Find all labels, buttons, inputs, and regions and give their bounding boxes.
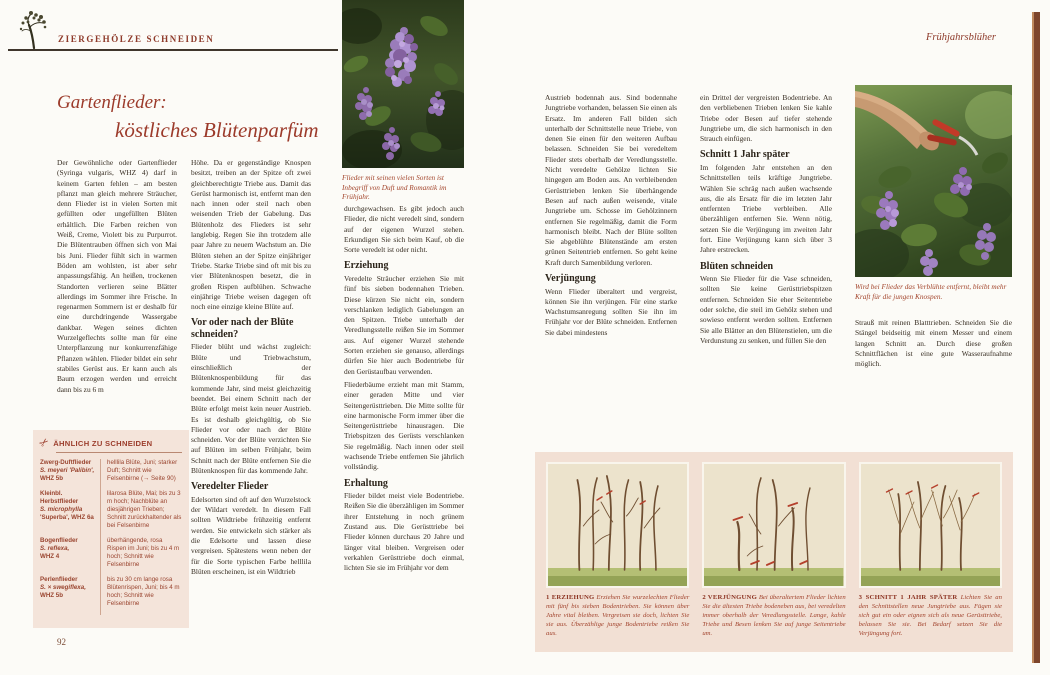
article-title-line1: Gartenflieder: — [57, 92, 167, 113]
paragraph-training-2: Fliederbäume erzieht man mit Stamm, einer geraden Mitte und vier Seitengerüsttrieben. Die Mitte sollte für eine harmonische Form immer über die Seitengerüsttriebe hinausragen. Die Triebspitzen des Gerüsts verschlanken Sie regelmäßig. Nach innen oder steil wachsende Triebe entfernen Sie jährlich vollständig. — [344, 379, 464, 472]
similar-box-list — [40, 459, 182, 615]
paragraph-cut-flowers: Wenn Sie Flieder für die Vase schneiden, sollten Sie keine Gerüsttriebspitzen entfernen. Schneiden Sie eher Seitentriebe oder solche, die steil im Gehölz stehen und sowieso entfernt werden sollten. Entfernen Sie alle Blätter an den Blütenstielen, um die Verdunstung zu senken, und füllen Sie den — [700, 274, 832, 345]
paragraph-own-root: durchgewachsen. Es gibt jedoch auch Flieder, die nicht veredelt sind, sondern auf der eigenen Wurzel stehen. Erkundigen Sie sich beim Kauf, ob die Sorte veredelt ist oder nicht. — [344, 204, 464, 255]
header-rule — [8, 49, 338, 51]
article-title-line2: köstliches Blütenparfüm — [115, 118, 319, 142]
lilac-photo-caption: Flieder mit seinen vielen Sorten ist Inbegriff von Duft und Romantik im Frühjahr. — [342, 173, 447, 202]
paragraph-growth: Höhe. Da er gegenständige Knospen besitzt, treiben an der Spitze oft zwei gleichberechtigte Triebe aus. Damit das Gerüst harmonisch ist, entfernt man den nach innen oder steil nach oben weisenden Trieb der Gabelung. Das Blütenholz des Flieders ist sehr langlebig. Regen Sie ihn trotzdem alle paar Jahre zu neuem Wachstum an. Die Blüten stehen an der Spitze einjähriger Triebe. Starke Triebe sind oft mit bis zu vier Blütenknospen besetzt, die in großen Rispen aufblühen. Schwache einjährige Triebe weisen dagegen oft noch eine einzige kleine Blüte auf. — [191, 158, 311, 312]
paragraph-rejuvenation: Wenn Flieder überaltert und vergreist, können Sie ihn verjüngen. Für eine starke Wachstumsanregung sollten Sie ihn im Frühjahr vor der Blüte schneiden. Entfernen Sie dabei mindestens — [545, 286, 677, 337]
plant-description: helllila Blüte, Juni; starker Duft; Schnitt wie Felsenbirne (→ Seite 90) — [100, 459, 182, 490]
paragraph-maintenance: Flieder bildet meist viele Bodentriebe. Reißen Sie die überzähligen im Sommer ihrer Entstehung in noch grünem Zustand aus. Die Gerüsttriebe bei Flieder können durchaus 20 Jahre und länger vital bleiben. Vergreisen oder verkahlen Gerüsttriebe doch einmal, lichten Sie sie im Frühjahr vor dem — [344, 491, 464, 573]
step-panel-1 — [546, 462, 689, 642]
plant-name: Bogenflieder S. reflexa, WHZ 4 — [40, 537, 78, 560]
plant-name: Kleinbl. Herbstflieder S. microphylla 'Superba', WHZ 6a — [40, 490, 94, 521]
text-column-6 — [855, 318, 1012, 372]
step-panel-3 — [859, 462, 1002, 642]
page-number: 92 — [57, 637, 66, 647]
subhead-rejuvenation: Verjüngung — [545, 273, 596, 285]
plant-description: lilarosa Blüte, Mai; bis zu 3 m hoch; Nachblüte an diesjährigen Trieben; Schnitt zurückhaltender als bei Felsenbirne — [100, 490, 182, 537]
step-caption-3: 3 SCHNITT 1 JAHR SPÄTER Lichten Sie an den Schnittstellen neue Jungtriebe aus. Fügen sie sich gut ein oder eignen sich als neue Gerüsttriebe, belassen Sie sie. Bei Bedarf setzen Sie die Verjüngung fort. — [858, 594, 1002, 637]
text-column-2 — [191, 158, 311, 580]
subhead-maintenance: Erhaltung — [344, 477, 388, 489]
similar-box-rule — [56, 452, 182, 453]
paragraph-one-year-later: Im folgenden Jahr entstehen an den Schnittstellen teils kräftige Jungtriebe. Wählen Sie schräg nach außen wachsende aus, die als Ersatz für die im letzten Jahr entfernten Triebe verbleiben. Alle überzähligen entfernen Sie. Wenn nötig, setzen Sie die Verjüngung im zweiten Jahr fort. Eine Verjüngung kann sich über 3 Jahre erstrecken. — [700, 162, 832, 255]
similar-box-title: ÄHNLICH ZU SCHNEIDEN — [53, 438, 153, 448]
subhead-blossom-timing: Vor oder nach der Blüte schneiden? — [191, 317, 294, 340]
paragraph-grafted-lilac: Edelsorten sind oft auf den Wurzelstock der Wildart veredelt. In diesem Fall sollten Wildtriebe frühzeitig entfernt werden. Sie entwickeln sich stärker als die Edelsorte und lassen diese vergreisen. Spätestens wenn neben der für die Sorte typischen Farbe helllila Blüten erscheinen, ist ein Wildtrieb — [191, 494, 311, 576]
text-column-1 — [57, 158, 177, 398]
text-column-5 — [700, 93, 832, 349]
subhead-cut-flowers: Blüten schneiden — [700, 260, 774, 272]
deadheading-photo-caption: Wird bei Flieder das Verblühte entfernt, bleibt mehr Kraft für die jungen Knospen. — [855, 282, 1007, 301]
subhead-one-year-later: Schnitt 1 Jahr später — [700, 149, 790, 161]
plant-name: Zwerg-Duftflieder S. meyeri 'Palibin', WHZ 5b — [40, 459, 95, 482]
page-edge-tab — [1032, 12, 1040, 663]
lilac-photo — [342, 0, 464, 168]
shears-icon: ✂ — [37, 435, 52, 451]
similar-box-header — [37, 435, 182, 451]
rejuvenation-illustration — [702, 462, 845, 588]
deadheading-photo — [855, 85, 1012, 277]
text-column-3 — [344, 204, 464, 577]
step-caption-2: 2 VERJÜNGUNG Bei überaltertem Flieder lichten Sie die ältesten Triebe bodeneben aus, bei veredelten immer oberhalb der Veredlungsstelle. Lange, kahle Triebe und Besen lenken Sie auf junge Seitentriebe um. — [702, 594, 846, 637]
text-column-4 — [545, 93, 677, 341]
step-panel-2 — [702, 462, 845, 642]
plant-description: überhängende, rosa Rispen im Juni; bis zu 4 m hoch; Schnitt wie Felsenbirne — [100, 537, 182, 576]
paragraph-training-1: Veredelte Sträucher erziehen Sie mit fünf bis sieben bodennahen Trieben. Diese kürzen Sie nicht ein, sondern verschlanken lediglich Gabelungen an den Spitzen. Triebe unterhalb der Veredlungsstelle reißen Sie im Sommer aus. Auf eigener Wurzel stehende Sorten erziehen sie genauso, allerdings dürfen Sie hier auch Bodentriebe für den Gerüstaufbau verwenden. — [344, 273, 464, 376]
pruning-steps-box — [535, 452, 1013, 652]
paragraph-intro: Der Gewöhnliche oder Gartenflieder (Syringa vulgaris, WHZ 4) darf in keinem Garten fehlen – am besten pflanzt man gleich mehrere Sträucher, denn Flieder ist in vielen Sorten mit gefüllten oder ungefüllten Blüten erhältlich. Die Farben reichen von Weiß, Creme, Violett bis zu Purpurrot. Die Blütentrauben öffnen sich von Mai bis Juni. Flieder fühlt sich in warmen Böden am wohlsten, ist aber sehr anpassungsfähig. An heißen, trockenen Standorten verlieren seine Blätter allerdings im Sommer ihre Frische. In regenarmen Sommern ist er deshalb für eine durchdringende Wassergabe dankbar. Wegen seines dichten Wurzelgeflechts sollte man für eine Unterpflanzung nur konkurrenzfähige Pflanzen wählen. Flieder bildet ein sehr stabiles Gerüst aus. Er kann auch als Baum erzogen werden und erreicht dann bis zu 6 m — [57, 158, 177, 394]
plant-name: Perlenflieder S. × swegiflexa, WHZ 5b — [40, 576, 86, 599]
step-caption-1: 1 ERZIEHUNG Erziehen Sie wurzelechten Flieder mit fünf bis sieben Bodentrieben. Sie können über Jahre vital bleiben. Vergreisen sie doch, lichten Sie sie aus. Überzählige junge Bodentriebe reißen Sie aus. — [546, 594, 690, 637]
paragraph-regrowth: Austrieb bodennah aus. Sind bodennahe Jungtriebe vorhanden, belassen Sie einen als Ersatz. Im anderen Fall bilden sich unterhalb der Schnittstelle neue Triebe, von denen Sie einen für den weiteren Aufbau belassen. Schneiden Sie bei veredeltem Flieder stets oberhalb der Veredlungsstelle. Nicht veredelte Gehölze lichten Sie hingegen am Boden aus. An verbleibenden Gerüsttrieben lenken Sie überhängende Besen auf nach außen weisende, vitale Jungtriebe um. Schosse im Gehölzinnern entfernen Sie regelmäßig, damit die Form harmonisch bleibt. Nach der Blüte sollten Sie abgeblühte Blütenstände am ersten grünen Seitentrieb entfernen. So geht keine Kraft durch Samenbildung verloren. — [545, 93, 677, 267]
subhead-grafted-lilac: Veredelter Flieder — [191, 481, 269, 493]
section-header: ZIERGEHÖLZE SCHNEIDEN — [58, 34, 215, 44]
similar-pruning-box — [33, 430, 189, 628]
paragraph-rejuvenation-2: ein Drittel der vergreisten Bodentriebe. An den verbliebenen Trieben lenken Sie kahle Triebe oder Besen auf tiefer stehende Jungtriebe um, die sich harmonisch in den Strauch einfügen. — [700, 93, 832, 144]
paragraph-blossom-timing: Flieder blüht und wächst zugleich: Blüte und Triebwachstum, einschließlich der Blütenknospenbildung für das kommende Jahr, sind meist gleichzeitig beendet. Bei einem Schnitt nach der Blüte erfolgt meist kein neuer Austrieb. Es ist deshalb gleichgültig, ob Sie Flieder vor oder nach der Blüte schneiden. Vor der Blüte verzichten Sie auf Blüten im selben Frühjahr, beim Schnitt nach der Blüte entfernen Sie die Blütenknospen für das kommende Jahr. — [191, 342, 311, 476]
tree-logo-icon — [19, 9, 49, 50]
chapter-header: Frühjahrsblüher — [925, 32, 996, 43]
training-illustration — [546, 462, 689, 588]
article-title — [57, 90, 319, 145]
plant-description: bis zu 30 cm lange rosa Blütenrispen, Juni; bis 4 m hoch; Schnitt wie Felsenbirne — [100, 576, 182, 615]
year-later-illustration — [859, 462, 1002, 588]
paragraph-vase-bouquet: Strauß mit reinen Blatttrieben. Schneiden Sie die Stängel beidseitig mit einem Messer und einem langen Schnitt an. Durch diese großen Schnittflächen ist eine gute Wasseraufnahme möglich. — [855, 318, 1012, 369]
subhead-training: Erziehung — [344, 260, 389, 272]
